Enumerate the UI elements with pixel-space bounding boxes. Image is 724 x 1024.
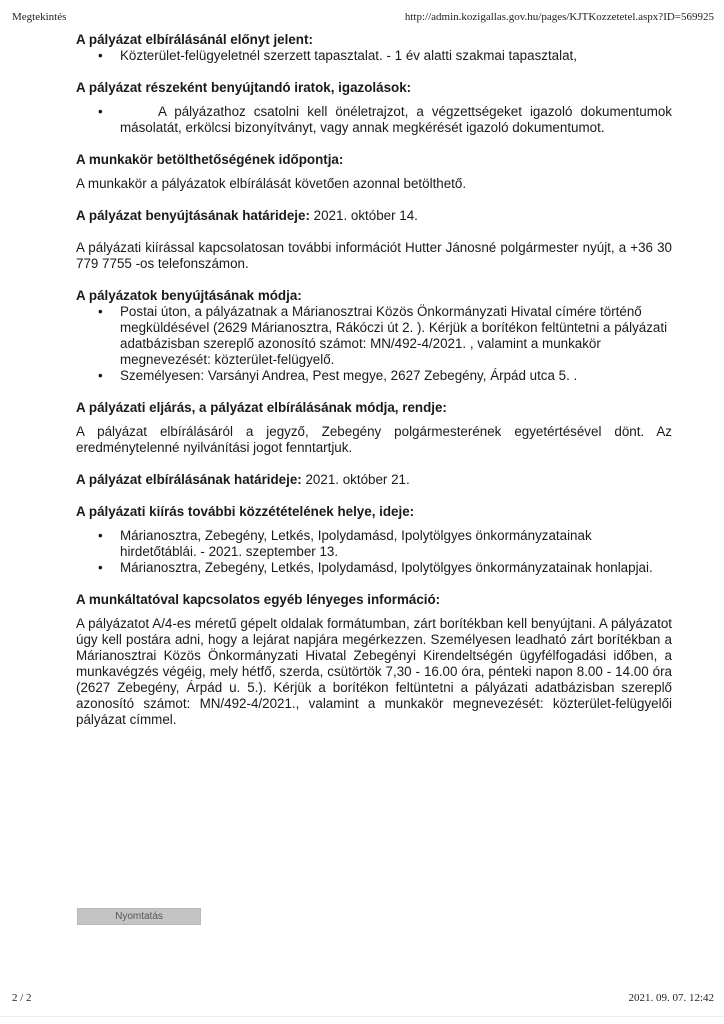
evaluation-deadline-value: 2021. október 21. bbox=[301, 472, 410, 487]
list-item: • A pályázathoz csatolni kell önéletrajzot, a végzettségeket igazoló dokumentumok másolatát, erkölcsi bizonyítványt, vagy annak megkérését igazoló dokumentumot. bbox=[98, 104, 672, 135]
document-body bbox=[76, 32, 672, 728]
advantage-list bbox=[76, 48, 672, 64]
section-heading-advantage: A pályázat elbírálásánál előnyt jelent: bbox=[76, 32, 313, 47]
employer-info-text: A pályázatot A/4-es méretű gépelt oldalak formátumban, zárt borítékban kell benyújtani. A pályázatot úgy kell postára adni, hogy a lejárat napjára megérkezzen. Személyesen leadható zárt borítékban a Márianosztrai Közös Önkormányzati Hivatal Zebegényi Kirendeltségén ügyfélfogadási időben, a munkavégzés végéig, mely hétfő, szerda, csütörtök 7,30 - 16.00 óra, pénteki napon 8.00 - 14.00 óra (2627 Zebegény, Árpád u. 5.). Kérjük a borítékon feltüntetni a pályázati adatbázisban szereplő azonosító számot: MN/492-4/2021., valamint a munkakör megnevezését: közterület-felügyelői pályázat címmel. bbox=[76, 616, 672, 727]
bullet-icon: • bbox=[98, 560, 103, 575]
print-timestamp: 2021. 09. 07. 12:42 bbox=[628, 992, 714, 1004]
bullet-icon: • bbox=[98, 528, 103, 543]
submission-list bbox=[76, 304, 672, 384]
list-item: • Márianosztra, Zebegény, Letkés, Ipolydamásd, Ipolytölgyes önkormányzatainak honlapjai. bbox=[98, 560, 653, 575]
section-heading-procedure: A pályázati eljárás, a pályázat elbírálásának módja, rendje: bbox=[76, 400, 447, 415]
print-button[interactable]: Nyomtatás bbox=[77, 908, 201, 925]
submission-deadline-value: 2021. október 14. bbox=[309, 208, 418, 223]
bullet-icon: • bbox=[98, 368, 103, 383]
contact-info-text: A pályázati kiírással kapcsolatosan további információt Hutter Jánosné polgármester nyújt, a +36 30 779 7755 -os telefonszámon. bbox=[76, 240, 672, 271]
submission-deadline-label: A pályázat benyújtásának határideje: bbox=[76, 208, 310, 223]
section-heading-publication: A pályázati kiírás további közzétételének helye, ideje: bbox=[76, 504, 415, 519]
publication-list bbox=[76, 528, 672, 576]
page-number: 2 / 2 bbox=[12, 992, 32, 1004]
section-heading-start-date: A munkakör betölthetőségének időpontja: bbox=[76, 152, 344, 167]
list-item: • Személyesen: Varsányi Andrea, Pest megye, 2627 Zebegény, Árpád utca 5. . bbox=[98, 368, 578, 383]
procedure-text: A pályázat elbírálásáról a jegyző, Zebegény polgármesterének egyetértésével dönt. Az eredménytelenné nyilvánítási jogot fenntartjuk. bbox=[76, 424, 672, 455]
section-heading-submission: A pályázatok benyújtásának módja: bbox=[76, 288, 302, 303]
start-date-text: A munkakör a pályázatok elbírálását követően azonnal betölthető. bbox=[76, 176, 467, 191]
list-item: • Közterület-felügyeletnél szerzett tapasztalat. - 1 év alatti szakmai tapasztalat, bbox=[98, 48, 577, 63]
documents-list bbox=[76, 104, 672, 136]
evaluation-deadline bbox=[76, 472, 672, 488]
section-heading-employer-info: A munkáltatóval kapcsolatos egyéb lényeges információ: bbox=[76, 592, 441, 607]
section-heading-documents: A pályázat részeként benyújtandó iratok, igazolások: bbox=[76, 80, 412, 95]
print-header-url: http://admin.kozigallas.gov.hu/pages/KJTKozzetetel.aspx?ID=569925 bbox=[404, 11, 714, 23]
list-item: • Márianosztra, Zebegény, Letkés, Ipolydamásd, Ipolytölgyes önkormányzatainak hirdetőtáblái. - 2021. szeptember 13. bbox=[98, 528, 592, 559]
print-header-title: Megtekintés bbox=[12, 11, 67, 23]
list-item: • Postai úton, a pályázatnak a Márianosztrai Közös Önkormányzati Hivatal címére történő megküldésével (2629 Márianosztra, Rákóczi út 2. ). Kérjük a borítékon feltüntetni a pályázati adatbázisban szereplő azonosító számot: MN/492-4/2021. , valamint a munkakör megnevezését: közterület-felügyelő. bbox=[98, 304, 668, 367]
bullet-icon: • bbox=[98, 104, 103, 119]
submission-deadline bbox=[76, 208, 672, 224]
bullet-icon: • bbox=[98, 48, 103, 63]
footer-divider bbox=[0, 1016, 724, 1017]
bullet-icon: • bbox=[98, 304, 103, 319]
evaluation-deadline-label: A pályázat elbírálásának határideje: bbox=[76, 472, 302, 487]
